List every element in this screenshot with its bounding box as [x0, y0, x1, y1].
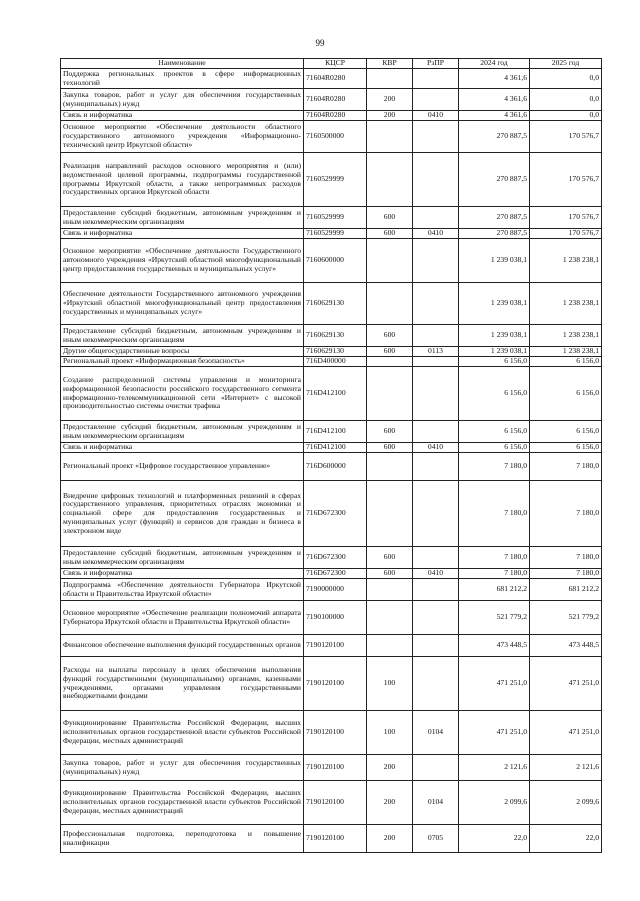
row-rzpr — [413, 283, 459, 325]
row-2025: 0,0 — [530, 111, 602, 121]
row-kvr — [367, 69, 413, 89]
row-kvr — [367, 357, 413, 367]
table-row — [61, 657, 602, 711]
row-rzpr — [413, 69, 459, 89]
table-row — [61, 111, 602, 121]
row-kvr: 100 — [367, 657, 413, 711]
row-2024: 22,0 — [459, 825, 530, 853]
row-2025: 521 779,2 — [530, 601, 602, 635]
row-2025: 7 180,0 — [530, 569, 602, 579]
row-kcsr: 7190000000 — [304, 579, 367, 601]
row-rzpr: 0705 — [413, 825, 459, 853]
row-rzpr — [413, 657, 459, 711]
row-name: Связь и информатика — [61, 111, 304, 121]
row-rzpr: 0113 — [413, 347, 459, 357]
row-rzpr — [413, 579, 459, 601]
row-2024: 7 180,0 — [459, 547, 530, 569]
row-name: Закупка товаров, работ и услуг для обеспечения государственных (муниципальных) нужд — [61, 755, 304, 781]
row-kcsr: 7190120100 — [304, 711, 367, 755]
header-kcsr: КЦСР — [304, 59, 367, 69]
header-kvr: КВР — [367, 59, 413, 69]
row-2024: 1 239 038,1 — [459, 239, 530, 283]
table-row — [61, 481, 602, 547]
row-name: Основное мероприятие «Обеспечение деятельности областного государственного автономного учреждения «Информационно-технический центр Иркутской области» — [61, 121, 304, 153]
table-row — [61, 825, 602, 853]
row-2025: 2 099,6 — [530, 781, 602, 825]
row-rzpr — [413, 121, 459, 153]
table-row — [61, 443, 602, 453]
row-rzpr — [413, 357, 459, 367]
row-kvr: 600 — [367, 229, 413, 239]
row-kcsr: 7190120100 — [304, 657, 367, 711]
row-name: Закупка товаров, работ и услуг для обеспечения государственных (муниципальных) нужд — [61, 89, 304, 111]
row-kcsr: 716D400000 — [304, 357, 367, 367]
row-2024: 6 156,0 — [459, 443, 530, 453]
table-row — [61, 325, 602, 347]
row-rzpr: 0410 — [413, 229, 459, 239]
row-2025: 170 576,7 — [530, 207, 602, 229]
row-2024: 471 251,0 — [459, 657, 530, 711]
row-kvr — [367, 283, 413, 325]
row-2025: 6 156,0 — [530, 367, 602, 421]
row-rzpr — [413, 547, 459, 569]
table-row — [61, 89, 602, 111]
table-row — [61, 367, 602, 421]
row-2024: 4 361,6 — [459, 69, 530, 89]
budget-table — [60, 58, 602, 853]
row-name: Создание распределенной системы управления и мониторинга информационной безопасности российского государственного сегмента информационно-телекоммуникационной сети «Интернет» с высокой производительностью системы очистки трафика — [61, 367, 304, 421]
row-name: Региональный проект «Цифровое государственное управление» — [61, 453, 304, 481]
row-2025: 473 448,5 — [530, 635, 602, 657]
row-2024: 270 887,5 — [459, 153, 530, 207]
row-rzpr: 0104 — [413, 781, 459, 825]
row-name: Профессиональная подготовка, переподготовка и повышение квалификации — [61, 825, 304, 853]
row-2024: 2 121,6 — [459, 755, 530, 781]
row-2024: 7 180,0 — [459, 453, 530, 481]
row-2024: 6 156,0 — [459, 421, 530, 443]
row-rzpr — [413, 601, 459, 635]
table-row — [61, 229, 602, 239]
row-2025: 7 180,0 — [530, 481, 602, 547]
row-kcsr: 7190120100 — [304, 825, 367, 853]
table-row — [61, 357, 602, 367]
row-kcsr: 71604R0280 — [304, 69, 367, 89]
row-kvr: 200 — [367, 89, 413, 111]
table-row — [61, 635, 602, 657]
row-kcsr: 7160529999 — [304, 207, 367, 229]
row-rzpr — [413, 325, 459, 347]
row-kcsr: 7160529999 — [304, 229, 367, 239]
row-kvr — [367, 481, 413, 547]
row-rzpr — [413, 207, 459, 229]
row-rzpr — [413, 421, 459, 443]
row-kvr: 600 — [367, 547, 413, 569]
table-row — [61, 283, 602, 325]
row-name: Функционирование Правительства Российской Федерации, высших исполнительных органов государственной власти субъектов Российской Федерации, местных администраций — [61, 711, 304, 755]
row-2025: 2 121,6 — [530, 755, 602, 781]
row-name: Предоставление субсидий бюджетным, автономным учреждениям и иным некоммерческим организациям — [61, 207, 304, 229]
row-rzpr — [413, 453, 459, 481]
table-row — [61, 153, 602, 207]
row-rzpr — [413, 239, 459, 283]
row-2025: 6 156,0 — [530, 421, 602, 443]
row-name: Поддержка региональных проектов в сфере информационных технологий — [61, 69, 304, 89]
row-2024: 7 180,0 — [459, 569, 530, 579]
row-2025: 170 576,7 — [530, 121, 602, 153]
row-2025: 1 238 238,1 — [530, 283, 602, 325]
row-2025: 7 180,0 — [530, 547, 602, 569]
table-row — [61, 207, 602, 229]
row-rzpr — [413, 89, 459, 111]
row-kvr: 200 — [367, 825, 413, 853]
row-kcsr: 716D412100 — [304, 367, 367, 421]
row-kvr: 600 — [367, 443, 413, 453]
row-name: Обеспечение деятельности Государственного автономного учреждения «Иркутский областной многофункциональный центр предоставления государственных и муниципальных услуг» — [61, 283, 304, 325]
row-name: Функционирование Правительства Российской Федерации, высших исполнительных органов государственной власти субъектов Российской Федерации, местных администраций — [61, 781, 304, 825]
row-kvr — [367, 635, 413, 657]
row-kvr: 600 — [367, 325, 413, 347]
row-2024: 4 361,6 — [459, 111, 530, 121]
row-kcsr: 716D412100 — [304, 443, 367, 453]
row-kcsr: 7190120100 — [304, 781, 367, 825]
row-2024: 270 887,5 — [459, 121, 530, 153]
table-row — [61, 547, 602, 569]
row-kvr — [367, 153, 413, 207]
row-kvr: 200 — [367, 781, 413, 825]
row-rzpr: 0410 — [413, 111, 459, 121]
row-name: Связь и информатика — [61, 443, 304, 453]
row-rzpr — [413, 481, 459, 547]
row-rzpr — [413, 367, 459, 421]
row-2024: 6 156,0 — [459, 367, 530, 421]
row-kvr — [367, 367, 413, 421]
row-rzpr — [413, 153, 459, 207]
row-2025: 6 156,0 — [530, 443, 602, 453]
table-row — [61, 69, 602, 89]
row-rzpr: 0410 — [413, 569, 459, 579]
row-kcsr: 7190120100 — [304, 635, 367, 657]
row-kcsr: 71604R0280 — [304, 89, 367, 111]
table-row — [61, 239, 602, 283]
header-rzpr: РзПР — [413, 59, 459, 69]
row-kvr: 100 — [367, 711, 413, 755]
row-rzpr — [413, 635, 459, 657]
row-name: Расходы на выплаты персоналу в целях обеспечения выполнения функций государственными (муниципальными) органами, казенными учреждениями, органами управления государственными внебюджетными фондами — [61, 657, 304, 711]
row-2024: 1 239 038,1 — [459, 325, 530, 347]
row-2025: 1 238 238,1 — [530, 325, 602, 347]
row-name: Предоставление субсидий бюджетным, автономным учреждениям и иным некоммерческим организациям — [61, 547, 304, 569]
row-kcsr: 716D672300 — [304, 547, 367, 569]
row-name: Связь и информатика — [61, 569, 304, 579]
row-name: Региональный проект «Информационная безопасность» — [61, 357, 304, 367]
row-kcsr: 7160629130 — [304, 325, 367, 347]
row-2025: 471 251,0 — [530, 711, 602, 755]
row-2025: 170 576,7 — [530, 229, 602, 239]
row-name: Предоставление субсидий бюджетным, автономным учреждениям и иным некоммерческим организациям — [61, 421, 304, 443]
row-2025: 471 251,0 — [530, 657, 602, 711]
table-row — [61, 601, 602, 635]
header-name: Наименование — [61, 59, 304, 69]
row-2024: 4 361,6 — [459, 89, 530, 111]
table-row — [61, 421, 602, 443]
row-2025: 6 156,0 — [530, 357, 602, 367]
row-kvr — [367, 579, 413, 601]
row-2024: 681 212,2 — [459, 579, 530, 601]
table-row — [61, 569, 602, 579]
row-name: Связь и информатика — [61, 229, 304, 239]
row-kcsr: 716D672300 — [304, 569, 367, 579]
row-kvr — [367, 601, 413, 635]
row-2025: 7 180,0 — [530, 453, 602, 481]
row-2024: 471 251,0 — [459, 711, 530, 755]
row-kvr: 200 — [367, 755, 413, 781]
row-2024: 7 180,0 — [459, 481, 530, 547]
row-name: Реализация направлений расходов основного мероприятия и (или) ведомственной целевой программы, подпрограммы государственной программы Иркутской области, а также непрограммных расходов государственных органов Иркутской области — [61, 153, 304, 207]
row-2024: 521 779,2 — [459, 601, 530, 635]
row-2024: 6 156,0 — [459, 357, 530, 367]
row-name: Другие общегосударственные вопросы — [61, 347, 304, 357]
row-kcsr: 7160629130 — [304, 347, 367, 357]
row-name: Внедрение цифровых технологий и платформенных решений в сферах государственного управления, приоритетных отраслях экономики и социальной сфере для предоставления государственных и муниципальных услуг (функций) и сервисов для граждан и бизнеса в электронном виде — [61, 481, 304, 547]
table-row — [61, 453, 602, 481]
row-rzpr — [413, 755, 459, 781]
row-kvr: 600 — [367, 347, 413, 357]
row-kcsr: 7160500000 — [304, 121, 367, 153]
row-rzpr: 0410 — [413, 443, 459, 453]
row-2025: 0,0 — [530, 89, 602, 111]
row-2025: 0,0 — [530, 69, 602, 89]
row-kcsr: 71604R0280 — [304, 111, 367, 121]
row-kcsr: 716D672300 — [304, 481, 367, 547]
row-2024: 1 239 038,1 — [459, 347, 530, 357]
row-kvr — [367, 239, 413, 283]
table-row — [61, 347, 602, 357]
row-kcsr: 7160529999 — [304, 153, 367, 207]
row-2025: 170 576,7 — [530, 153, 602, 207]
row-2025: 681 212,2 — [530, 579, 602, 601]
table-row — [61, 755, 602, 781]
row-kcsr: 7190100000 — [304, 601, 367, 635]
table-row — [61, 711, 602, 755]
header-2025: 2025 год — [530, 59, 602, 69]
row-kvr: 600 — [367, 569, 413, 579]
row-2024: 1 239 038,1 — [459, 283, 530, 325]
header-2024: 2024 год — [459, 59, 530, 69]
row-kcsr: 716D412100 — [304, 421, 367, 443]
row-name: Финансовое обеспечение выполнения функций государственных органов — [61, 635, 304, 657]
row-kcsr: 716D600000 — [304, 453, 367, 481]
table-row — [61, 781, 602, 825]
row-kcsr: 7160629130 — [304, 283, 367, 325]
row-rzpr: 0104 — [413, 711, 459, 755]
row-name: Предоставление субсидий бюджетным, автономным учреждениям и иным некоммерческим организациям — [61, 325, 304, 347]
row-kvr: 600 — [367, 421, 413, 443]
table-row — [61, 579, 602, 601]
row-2025: 1 238 238,1 — [530, 347, 602, 357]
page-number: 99 — [315, 38, 325, 48]
row-2024: 2 099,6 — [459, 781, 530, 825]
row-2024: 270 887,5 — [459, 229, 530, 239]
row-2024: 473 448,5 — [459, 635, 530, 657]
row-2025: 1 238 238,1 — [530, 239, 602, 283]
row-kcsr: 7190120100 — [304, 755, 367, 781]
row-kvr: 600 — [367, 207, 413, 229]
table-header-row — [61, 59, 602, 69]
row-name: Основное мероприятие «Обеспечение деятельности Государственного автономного учреждения «Иркутский областной многофункциональный центр предоставления государственных и муниципальных услуг» — [61, 239, 304, 283]
table-row — [61, 121, 602, 153]
row-2025: 22,0 — [530, 825, 602, 853]
row-2024: 270 887,5 — [459, 207, 530, 229]
row-kvr — [367, 121, 413, 153]
row-name: Основное мероприятие «Обеспечение реализации полномочий аппарата Губернатора Иркутской области и Правительства Иркутской области» — [61, 601, 304, 635]
row-kvr: 200 — [367, 111, 413, 121]
row-kcsr: 7160600000 — [304, 239, 367, 283]
row-kvr — [367, 453, 413, 481]
row-name: Подпрограмма «Обеспечение деятельности Губернатора Иркутской области и Правительства Иркутской области» — [61, 579, 304, 601]
